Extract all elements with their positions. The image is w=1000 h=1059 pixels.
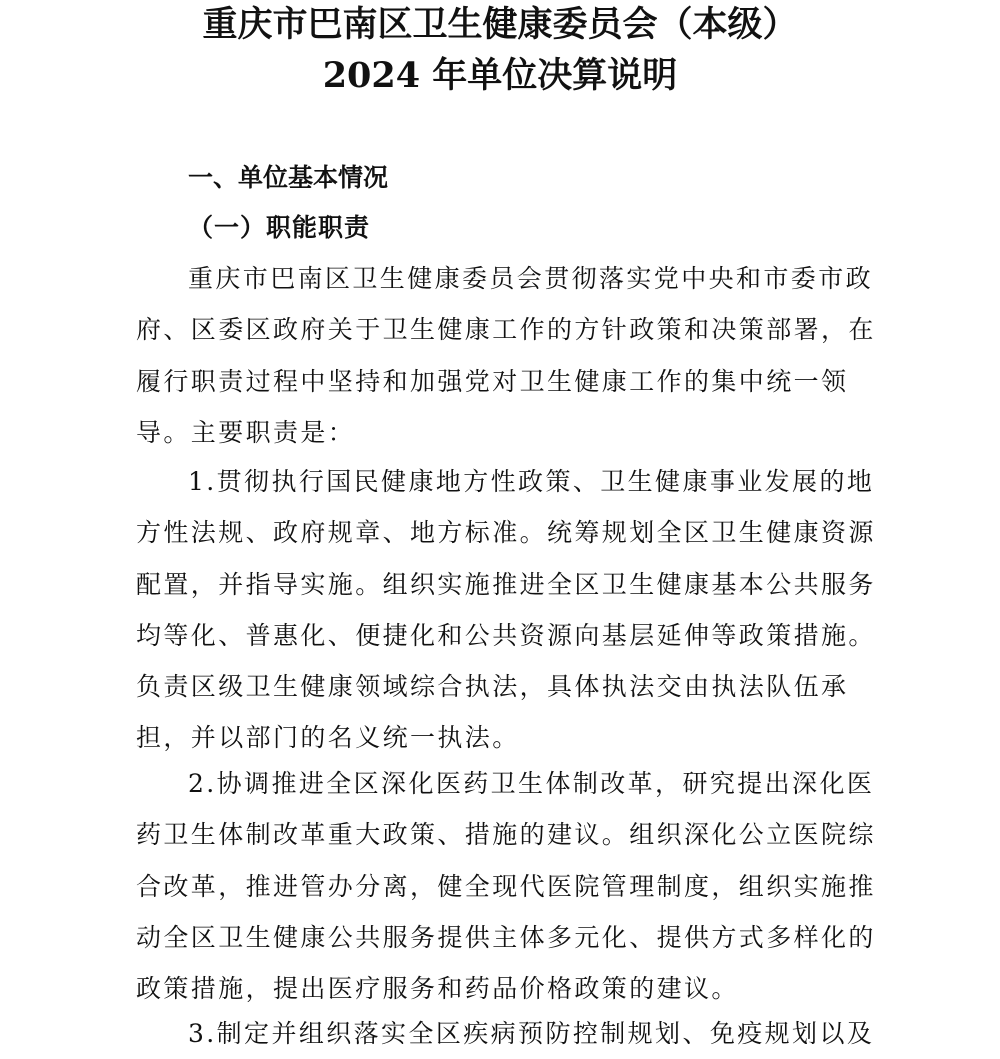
duty-paragraph-2: 2.协调推进全区深化医药卫生体制改革，研究提出深化医药卫生体制改革重大政策、措施的建议。组织深化公立医院综合改革，推进管办分离，健全现代医院管理制度，组织实施推动全区卫生健康公共服务提供主体多元化、提供方式多样化的政策措施，提出医疗服务和药品价格政策的建议。: [136, 769, 876, 1004]
document-title-line1: 重庆市巴南区卫生健康委员会（本级）: [202, 5, 798, 45]
subsection-heading-functions: （一）职能职责: [188, 213, 371, 242]
section-heading-basic-info: 一、单位基本情况: [188, 163, 389, 192]
duty-paragraph-3: 3.制定并组织落实全区疾病预防控制规划、免疫规划以及: [188, 1019, 875, 1048]
duty-paragraph-1: 1.贯彻执行国民健康地方性政策、卫生健康事业发展的地方性法规、政府规章、地方标准。统筹规划全区卫生健康资源配置，并指导实施。组织实施推进全区卫生健康基本公共服务均等化、普惠化、便捷化和公共资源向基层延伸等政策措施。负责区级卫生健康领域综合执法，具体执法交由执法队伍承担，并以部门的名义统一执法。: [136, 467, 876, 753]
document-title-line2: 2024 年单位决算说明: [322, 55, 678, 96]
intro-paragraph: 重庆市巴南区卫生健康委员会贯彻落实党中央和市委市政府、区委区政府关于卫生健康工作的方针政策和决策部署，在履行职责过程中坚持和加强党对卫生健康工作的集中统一领导。主要职责是：: [136, 264, 876, 447]
